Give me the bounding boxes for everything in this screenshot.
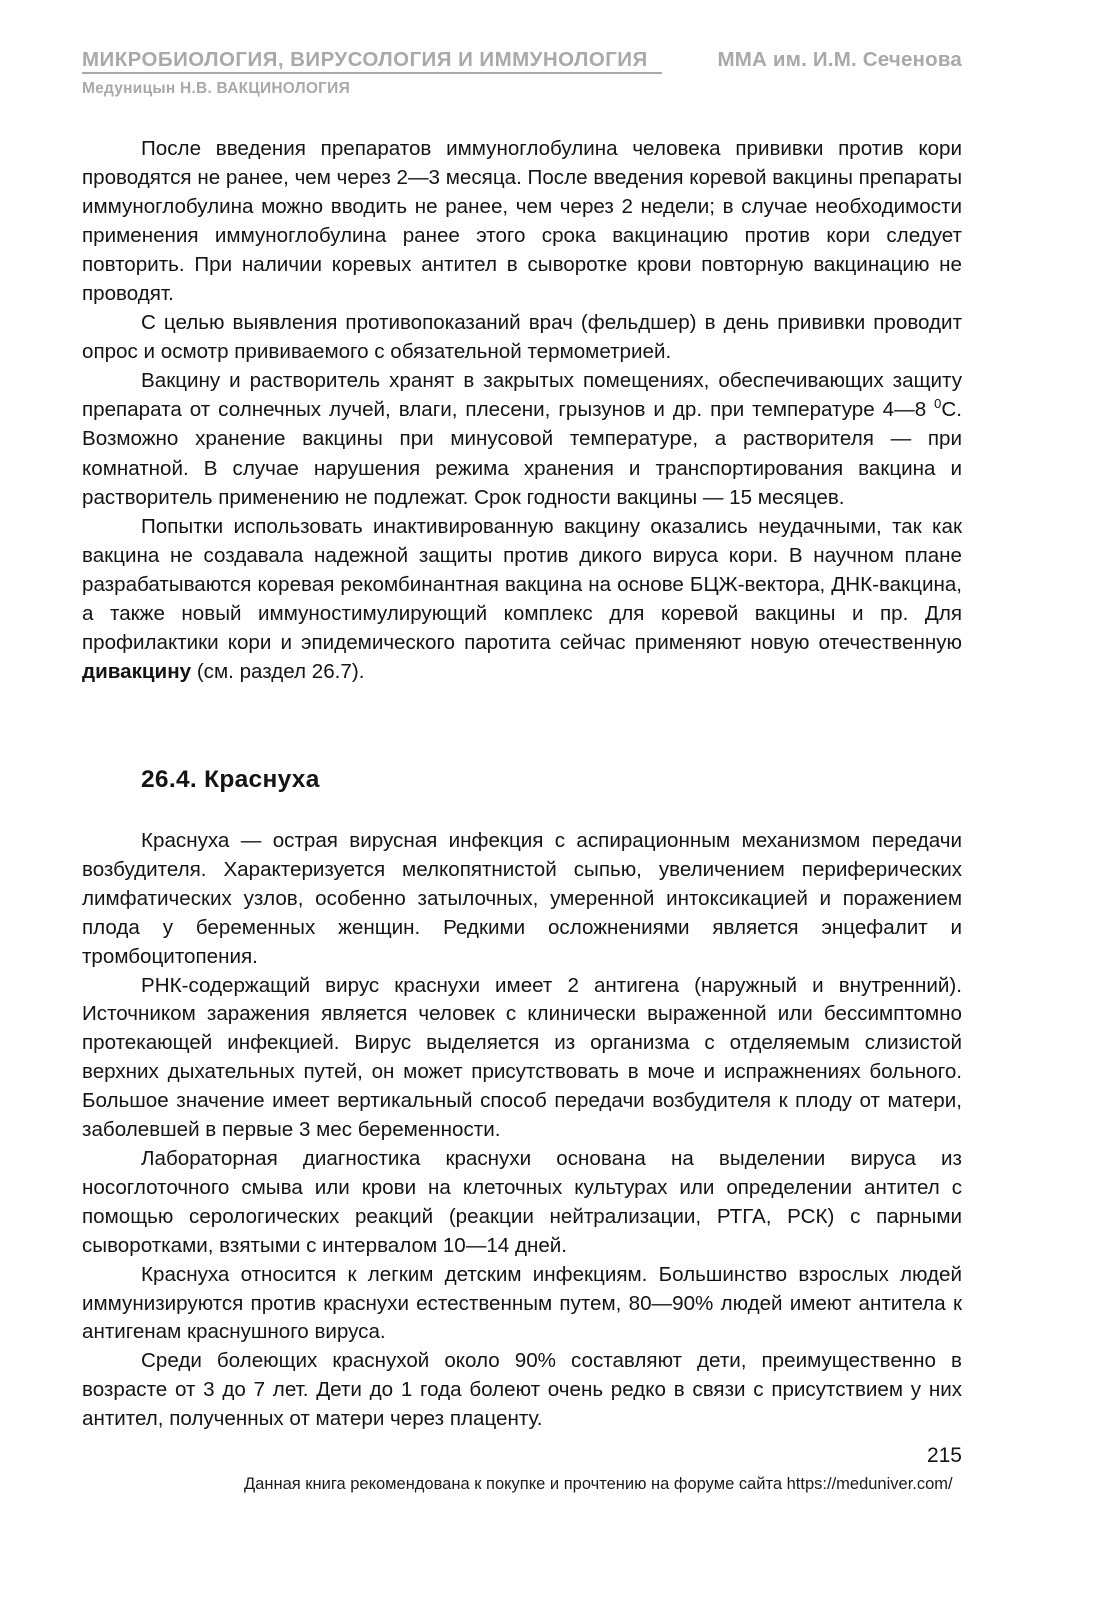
running-header	[82, 48, 962, 74]
paragraph	[82, 512, 962, 686]
paragraph: Лабораторная диагностика краснухи основана на выделении вируса из носоглоточного смыва или крови на клеточных культурах или определении антител с помощью серологических реакций (реакции нейтрализации, РТГА, РСК) с парными сыворотками, взятыми с интервалом 10—14 дней.	[82, 1146, 962, 1257]
paragraph-text: Попытки использовать инактивированную вакцину оказались неудачными, так как вакцина не создавала надежной защиты против дикого вируса кори. В научном плане разрабатываются коревая рекомбинантная вакцина на основе БЦЖ-вектора, ДНК-вакцина, а также новый иммуностимулирующий комплекс для коревой вакцины и пр. Для профилактики кори и эпидемического паротита сейчас применяют новую отечественную	[82, 514, 962, 654]
footer-note: Данная книга рекомендована к покупке и прочтению на форуме сайта https://meduniver.com/	[244, 1475, 953, 1493]
header-left-title: МИКРОБИОЛОГИЯ, ВИРУСОЛОГИЯ И ИММУНОЛОГИЯ	[82, 48, 648, 71]
paragraph: Краснуха — острая вирусная инфекция с аспирационным механизмом передачи возбудителя. Характеризуется мелкопятнистой сыпью, увеличением периферических лимфатических узлов, особенно затылочных, умеренной интоксикацией и поражением плода у беременных женщин. Редкими осложнениями является энцефалит и тромбоцитопения.	[82, 829, 962, 968]
header-rule	[82, 72, 662, 74]
page-number: 215	[926, 1444, 962, 1467]
header-right-title: ММА им. И.М. Сеченова	[717, 48, 962, 71]
paragraph-text: (см. раздел 26.7).	[191, 659, 365, 683]
paragraph: РНК-содержащий вирус краснухи имеет 2 антигена (наружный и внутренний). Источником заражения является человек с клинически выраженной или бессимптомно протекающей инфекцией. Вирус выделяется из организма с отделяемым слизистой верхних дыхательных путей, он может присутствовать в моче и испражнениях больного. Большое значение имеет вертикальный способ передачи возбудителя к плоду от матери, заболевшей в первые 3 мес беременности.	[82, 973, 962, 1142]
paragraph: Среди болеющих краснухой около 90% составляют дети, преимущественно в возрасте от 3 до 7 лет. Дети до 1 года болеют очень редко в связи с присутствием у них антител, полученных от матери через плаценту.	[82, 1349, 962, 1431]
bold-term: дивакцину	[82, 659, 192, 683]
paragraph	[82, 366, 962, 511]
section-rubella	[82, 827, 962, 1434]
section-heading: 26.4. Краснуха	[141, 766, 320, 793]
paragraph: Краснуха относится к легким детским инфекциям. Большинство взрослых людей иммунизируются против краснухи естественным путем, 80—90% людей имеют антитела к антигенам краснушного вируса.	[82, 1262, 962, 1344]
paragraph-text: Вакцину и растворитель хранят в закрытых помещениях, обеспечивающих защиту препарата от солнечных лучей, влаги, плесени, грызунов и др. при температуре 4—8	[82, 369, 962, 422]
paragraph: После введения препаратов иммуноглобулина человека прививки против кори проводятся не ранее, чем через 2—3 месяца. После введения коревой вакцины препараты иммуноглобулина можно вводить не ранее, чем через 2 недели; в случае необходимости применения иммуноглобулина ранее этого срока вакцинацию против кори следует повторить. При наличии коревых антител в сыворотке крови повторную вакцинацию не проводят.	[82, 137, 962, 306]
section-measles-continued	[82, 134, 962, 686]
degree-superscript: 0	[934, 396, 942, 412]
paragraph-text: С. Возможно хранение вакцины при минусовой температуре, а растворителя — при комнатной. В случае нарушения режима хранения и транспортирования вакцина и растворитель применению не подлежат. Срок годности вакцины — 15 месяцев.	[82, 398, 962, 509]
paragraph: С целью выявления противопоказаний врач (фельдшер) в день прививки проводит опрос и осмотр прививаемого с обязательной термометрией.	[82, 311, 962, 364]
header-subtitle: Медуницын Н.В. ВАКЦИНОЛОГИЯ	[82, 80, 350, 97]
